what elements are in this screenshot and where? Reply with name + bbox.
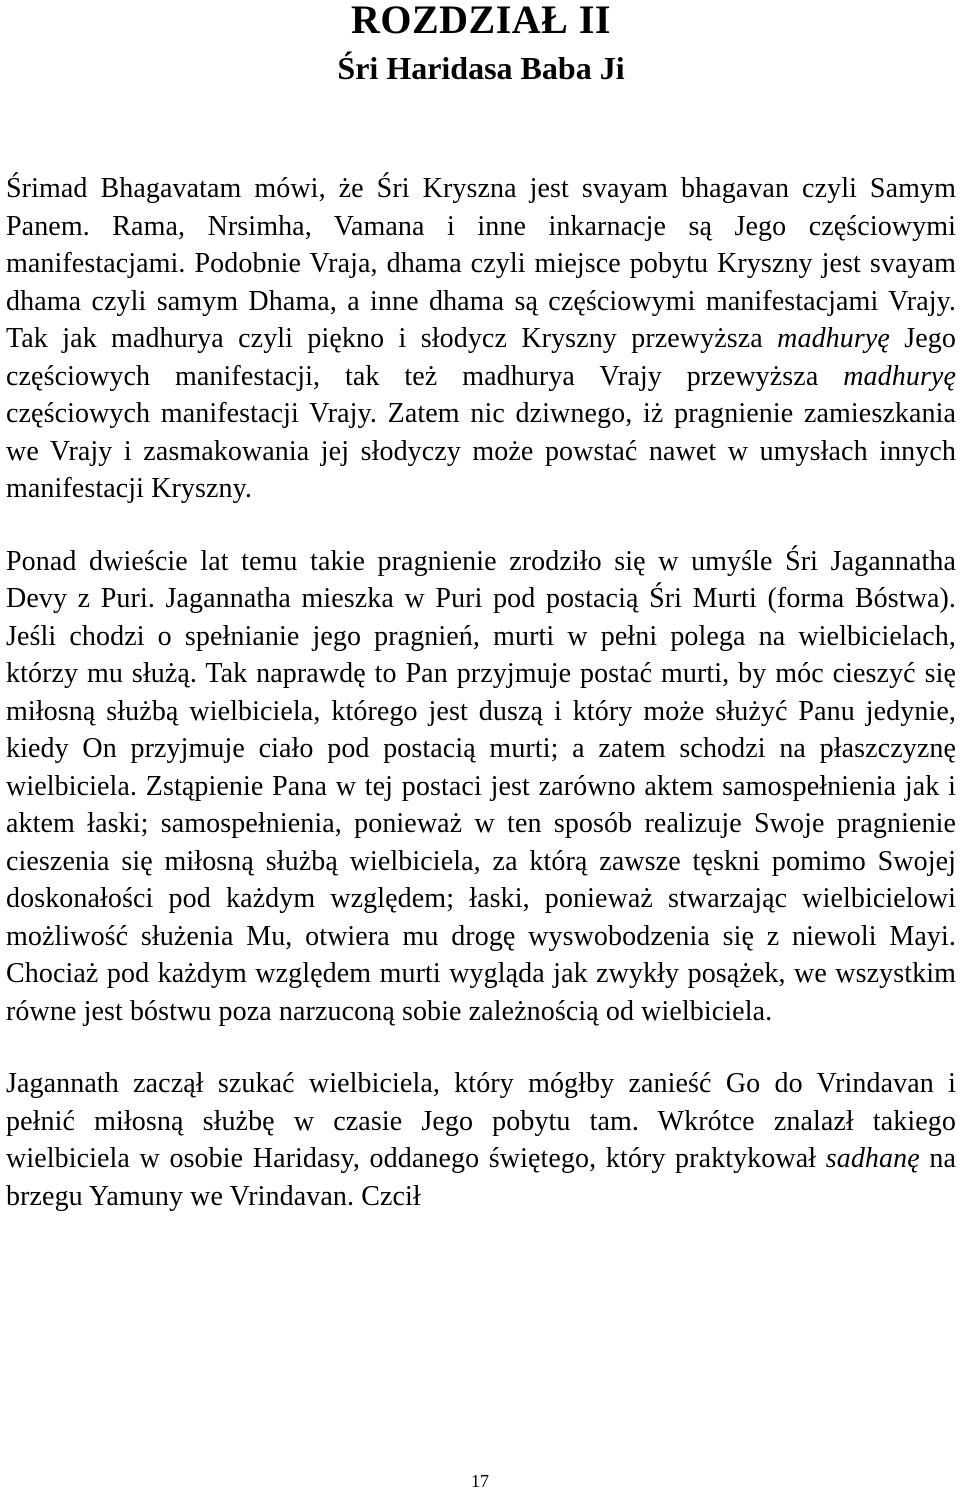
paragraph-2 bbox=[6, 543, 956, 1031]
italic-term: madhuryę bbox=[777, 323, 890, 354]
body-text bbox=[6, 170, 956, 1215]
text-run: Ponad dwieście lat temu takie pragnienie zrodziło się w umyśle Śri Jagannatha Devy z Puri. Jagannatha mieszka w Puri pod postacią Śri Murti (forma Bóstwa). Jeśli chodzi o spełnianie jego pragnień, murti w pełni polega na wielbicielach, którzy mu służą. Tak naprawdę to Pan przyjmuje postać murti, by móc cieszyć się miłosną służbą wielbiciela, którego jest duszą i który może służyć Panu jedynie, kiedy On przyjmuje ciało pod postacią murti; a zatem schodzi na płaszczyznę wielbiciela. Zstąpienie Pana w tej postaci jest zarówno aktem samospełnienia jak i aktem łaski; samospełnienia, ponieważ w ten sposób realizuje Swoje pragnienie cieszenia się miłosną służbą wielbiciela, za którą zawsze tęskni pomimo Swojej doskonałości pod każdym względem; łaski, ponieważ stwarzając wielbicielowi możliwość służenia Mu, otwiera mu drogę wyswobodzenia się z niewoli Mayi. Chociaż pod każdym względem murti wygląda jak zwykły posążek, we wszystkim równe jest bóstwu poza narzuconą sobie zależnością od wielbiciela. bbox=[6, 545, 956, 1027]
text-run: Jego częściowych manifestacji, tak też madhurya Vrajy przewyższa bbox=[6, 323, 956, 392]
chapter-subtitle: Śri Haridasa Baba Ji bbox=[337, 50, 625, 86]
document-page bbox=[6, 0, 956, 1215]
text-run: na brzegu Yamuny we Vrindavan. Czcił bbox=[6, 1143, 956, 1212]
italic-term: madhuryę bbox=[843, 360, 956, 392]
paragraph-3 bbox=[6, 1065, 956, 1215]
italic-term: sadhanę bbox=[825, 1143, 920, 1174]
chapter-heading: ROZDZIAŁ II bbox=[350, 0, 611, 42]
page-number: 17 bbox=[471, 1471, 489, 1491]
text-run: Jagannath zaczął szukać wielbiciela, który mógłby zanieść Go do Vrindavan i pełnić miłosną służbę w czasie Jego pobytu tam. Wkrótce znalazł takiego wielbiciela w osobie Haridasy, oddanego świętego, który praktykował bbox=[6, 1068, 956, 1174]
paragraph-1 bbox=[6, 170, 956, 508]
text-run: częściowych manifestacji Vrajy. Zatem nic dziwnego, iż pragnienie zamieszkania we Vrajy i zasmakowania jej słodyczy może powstać nawet w umysłach innych manifestacji Kryszny. bbox=[6, 398, 956, 504]
text-run: Śrimad Bhagavatam mówi, że Śri Kryszna jest svayam bhagavan czyli Samym Panem. Rama, Nrsimha, Vamana i inne inkarnacje są Jego częściowymi manifestacjami. Podobnie Vraja, dhama czyli miejsce pobytu Kryszny jest svayam dhama czyli samym Dhama, a inne dhama są częściowymi manifestacjami Vrajy. Tak jak madhurya czyli piękno i słodycz Kryszny przewyższa bbox=[6, 173, 956, 354]
